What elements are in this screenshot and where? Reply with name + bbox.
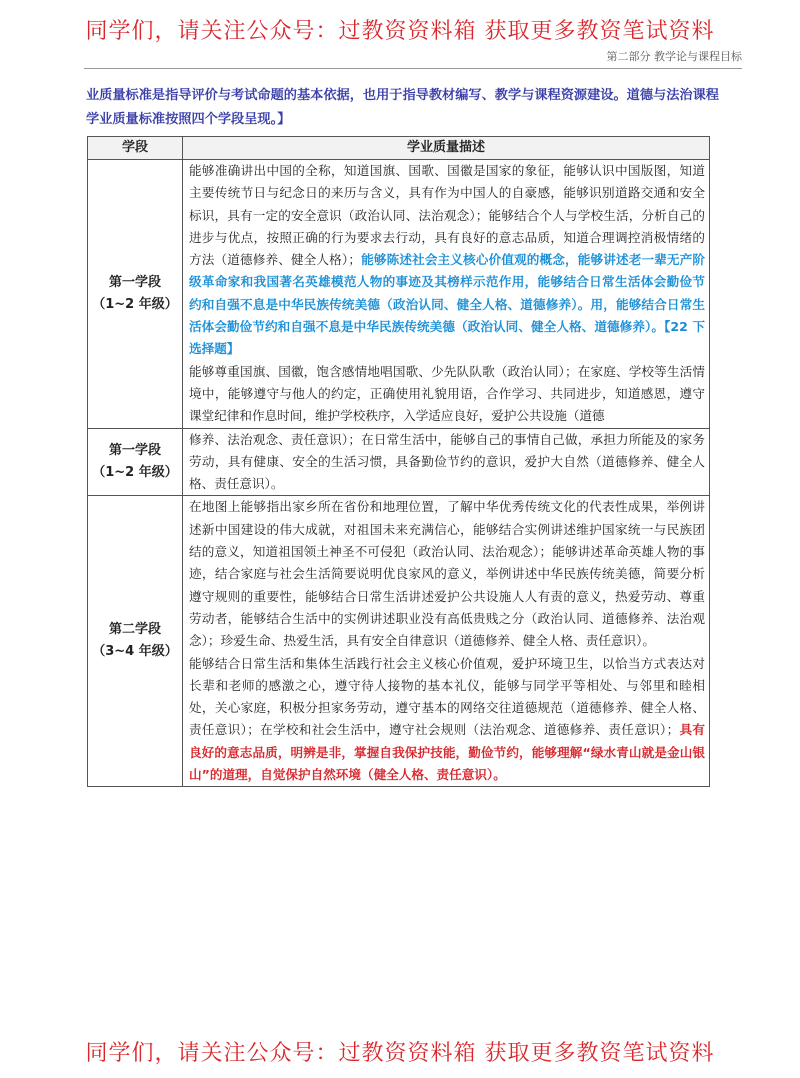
stage-name: 第一学段 [108,274,161,290]
column-header-stage: 学段 [88,137,183,160]
highlighted-text-red: 具有良好的意志品质，明辨是非，掌握自我保护技能，勤俭节约，能够理解“绿水青山就是金山银山”的道理，自觉保护自然环境（健全人格、责任意识）。 [189,722,706,783]
section-header: 第二部分 教学论与课程目标 [606,50,742,63]
table-header-row [88,137,710,160]
highlighted-text-blue: 能够陈述社会主义核心价值观的概念，能够讲述老一辈无产阶级革命家和我国著名英雄模范人物的事迹及其榜样示范作用，能够结合日常生活体会勤俭节约和自强不息是中华民族传统美德（政治认同、健全人格、道德修养）。用，能够结合日常生活体会勤俭节约和自强不息是中华民族传统美德（政治认同、健全人格、道德修养）。【22 下选择题】 [189,252,706,357]
description-cell [183,496,710,787]
stage-cell [88,160,183,429]
description-paragraph: 能够尊重国旗、国徽，饱含感情地唱国歌、少先队队歌（政治认同）；在家庭、学校等生活情境中，能够遵守与他人的约定，正确使用礼貌用语，合作学习、共同进步，知道感恩，遵守课堂纪律和作息时间，维护学校秩序，入学适应良好，爱护公共设施（道德 [189,363,705,424]
top-banner: 同学们，请关注公众号：过教资资料箱 获取更多教资笔试资料 [85,19,715,44]
stage-name: 第一学段 [108,443,161,458]
table-row [88,496,710,787]
column-header-description: 学业质量描述 [183,137,710,160]
intro-paragraph: 业质量标准是指导评价与考试命题的基本依据，也用于指导教材编写、教学与课程资源建设。道德与法治课程学业质量标准按照四个学段呈现。】 [86,88,719,127]
description-paragraph: 在地图上能够指出家乡所在省份和地理位置，了解中华优秀传统文化的代表性成果，举例讲述新中国建设的伟大成就，对祖国未来充满信心，能够结合实例讲述维护国家统一与民族团结的意义，知道祖国领土神圣不可侵犯（政治认同、法治观念）；能够讲述革命英雄人物的事迹，结合家庭与社会生活简要说明优良家风的意义，举例讲述中华民族传统美德，简要分析遵守规则的重要性，能够结合日常生活讲述爱护公共设施人人有责的意义，热爱劳动、尊重劳动者，能够结合生活中的实例讲述职业没有高低贵贱之分（政治认同、道德修养、法治观念）；珍爱生命、热爱生活，具有安全自律意识（道德修养、健全人格、责任意识）。 [189,499,705,649]
bottom-banner: 同学们，请关注公众号：过教资资料箱 获取更多教资笔试资料 [85,1041,715,1066]
stage-name: 第二学段 [108,622,161,638]
description-paragraph: 修养、法治观念、责任意识）；在日常生活中，能够自己的事情自己做，承担力所能及的家务劳动，具有健康、安全的生活习惯，具备勤俭节约的意识，爱护大自然（道德修养、健全人格、责任意识）。 [189,431,705,492]
stage-grade: （3~4 年级） [92,644,178,660]
description-text: 能够准确讲出中国的全称，知道国旗、国歌、国徽是国家的象征，能够认识中国版图，知道主要传统节日与纪念日的来历与含义，具有作为中国人的自豪感，能够识别道路交通和安全标识，具有一定的安全意识（政治认同、法治观念）；能够结合个人与学校生活，分析自己的进步与优点，按照正确的行为要求去行动，具有良好的意志品质，知道合理调控消极情绪的方法（道德修养、健全人格）； [189,163,705,268]
description-cell [183,160,710,429]
quality-standard-table [87,136,710,787]
stage-cell [88,428,183,496]
stage-cell [88,496,183,787]
table-row [88,160,710,429]
description-text: 能够结合日常生活和集体生活践行社会主义核心价值观，爱护环境卫生，以恰当方式表达对长辈和老师的感激之心，遵守待人接物的基本礼仪，能够与同学平等相处、与邻里和睦相处，关心家庭，积极分担家务劳动，遵守基本的网络交往道德规范（道德修养、健全人格、责任意识）；在学校和社会生活中，遵守社会规则（法治观念、道德修养、责任意识）； [189,655,705,738]
description-paragraph [189,653,705,787]
description-paragraph [189,160,705,361]
stage-grade: （1~2 年级） [92,296,178,312]
stage-grade: （1~2 年级） [92,465,178,480]
table-row [88,428,710,496]
header-divider [84,68,742,69]
description-cell [183,428,710,496]
